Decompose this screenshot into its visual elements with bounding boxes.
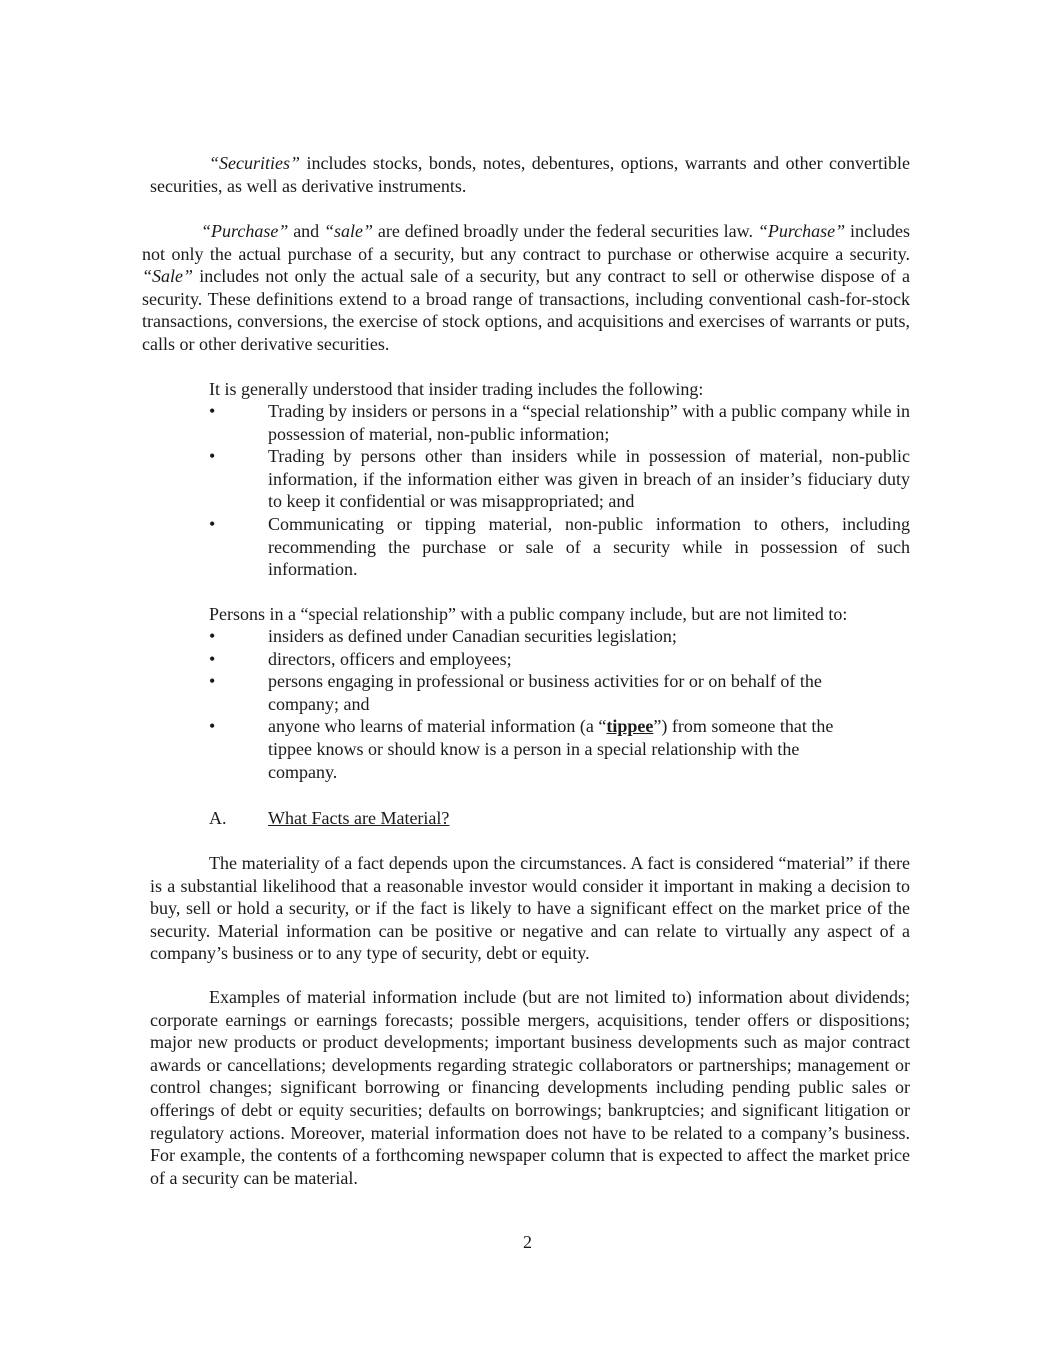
bullet-icon: •: [209, 401, 216, 421]
list-item: [209, 625, 849, 648]
purchase-text-1: are defined broadly under the federal securities law.: [373, 221, 758, 241]
sale-term-2: “Sale”: [142, 266, 194, 287]
securities-term: “Securities”: [209, 153, 301, 173]
list-item-text: insiders as defined under Canadian securities legislation;: [268, 626, 677, 646]
section-a-title: What Facts are Material?: [268, 808, 450, 828]
bullet-icon: •: [209, 513, 216, 534]
list-item-text: Communicating or tipping material, non-public information to others, including recommending the purchase or sale of a security while in possession of such information.: [268, 513, 910, 580]
bullet-icon: •: [209, 671, 216, 692]
list-item-text: persons engaging in professional or business activities for or on behalf of the company; and: [268, 671, 822, 714]
section-a-letter: A.: [209, 808, 227, 828]
bullet-icon: •: [209, 626, 216, 646]
purchase-text-2: includes not only the actual purchase of a security, but any contract to purchase or otherwise acquire a security.: [142, 221, 910, 264]
section-a-heading: [209, 807, 910, 830]
list-item: [209, 445, 910, 513]
list-item-text: Trading by persons other than insiders while in possession of material, non-public information, if the information either was given in breach of an insider’s fiduciary duty to keep it confidential or was misappropriated; and: [268, 446, 910, 512]
bullet-icon: •: [209, 716, 216, 737]
purchase-and-text: and: [288, 221, 325, 241]
purchase-term-2: “Purchase”: [757, 221, 846, 241]
tippee-term: tippee: [606, 716, 654, 737]
securities-definition-text: includes stocks, bonds, notes, debentures, options, warrants and other convertible securities, as well as derivative instruments.: [150, 153, 910, 196]
list-item: [209, 513, 910, 581]
bullet-icon: •: [209, 648, 216, 669]
purchase-sale-paragraph: [142, 220, 910, 356]
special-relationship-list: [209, 625, 849, 783]
purchase-text-3: includes not only the actual sale of a security, but any contract to sell or otherwise dispose of a security. These definitions extend to a broad range of transactions, including conventional cash-for-stock transactions, conversions, the exercise of stock options, and acquisitions and exercises of warrants or puts, calls or other derivative securities.: [142, 266, 910, 354]
page-number: 2: [523, 1232, 532, 1252]
list-item-text-after: ”) from someone that the tippee knows or should know is a person in a special relationship with the company.: [268, 716, 834, 782]
insider-trading-list: [209, 400, 910, 581]
securities-definition-paragraph: [150, 152, 910, 197]
list-item-text: Trading by insiders or persons in a “special relationship” with a public company while in possession of material, non-public information;: [268, 401, 910, 444]
list-item: [209, 670, 849, 715]
special-relationship-intro: Persons in a “special relationship” with a public company include, but are not limited to:: [209, 604, 848, 624]
materiality-paragraph: The materiality of a fact depends upon the circumstances. A fact is considered “material” if there is a substantial likelihood that a reasonable investor would consider it important in making a decision to buy, sell or hold a security, or if the fact is likely to have a significant effect on the market price of the security. Material information can be positive or negative and can relate to virtually any aspect of a company’s business or to any type of security, debt or equity.: [150, 853, 910, 964]
bullet-icon: •: [209, 446, 216, 467]
list-item: [209, 715, 849, 783]
sale-term: “sale”: [324, 221, 374, 241]
list-item: [209, 400, 910, 445]
insider-trading-intro: It is generally understood that insider trading includes the following:: [209, 379, 704, 399]
list-item-text-before: anyone who learns of material information (a “: [268, 716, 607, 737]
list-item-text: directors, officers and employees;: [268, 648, 512, 669]
examples-paragraph: Examples of material information include (but are not limited to) information about dividends; corporate earnings or earnings forecasts; possible mergers, acquisitions, tender offers or dispositions; major new products or product developments; important business developments such as major contract awards or cancellations; developments regarding strategic collaborators or partnerships; management or control changes; significant borrowing or financing developments including pending public sales or offerings of debt or equity securities; defaults on borrowings; bankruptcies; and significant litigation or regulatory actions. Moreover, material information does not have to be related to a company’s business. For example, the contents of a forthcoming newspaper column that is expected to affect the market price of a security can be material.: [150, 987, 910, 1188]
purchase-term: “Purchase”: [201, 221, 289, 241]
list-item: [209, 648, 849, 671]
